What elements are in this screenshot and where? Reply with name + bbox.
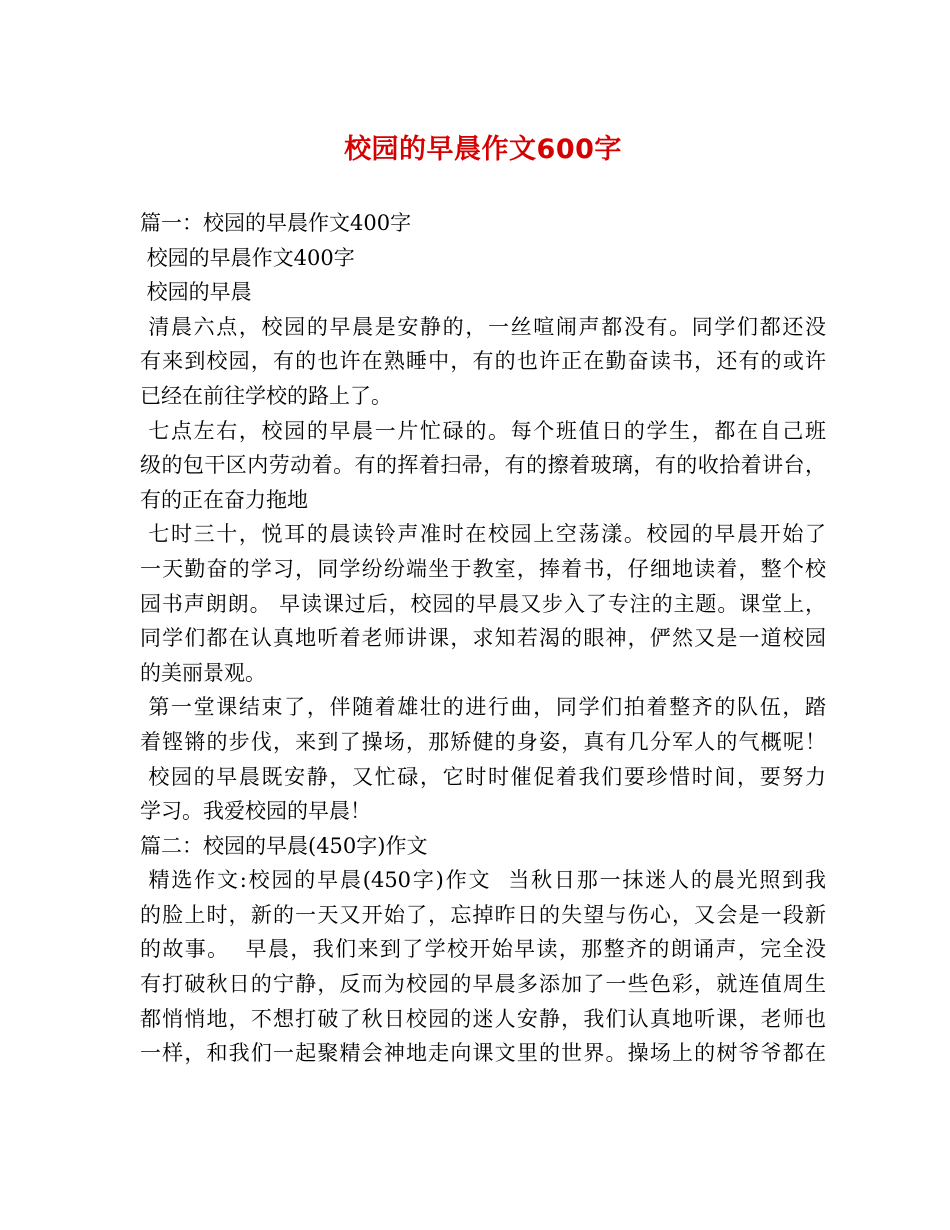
- document-title: 校园的早晨作文600字: [344, 134, 622, 165]
- text-line: 有打破秋日的宁静，反而为校园的早晨多添加了一些色彩，就连值周生: [140, 972, 826, 997]
- text-line: 第一堂课结束了，伴随着雄壮的进行曲，同学们拍着整齐的队伍，踏: [140, 695, 826, 720]
- text-line: 一样，和我们一起聚精会神地走向课文里的世界。操场上的树爷爷都在: [140, 1041, 826, 1066]
- text-line: 已经在前往学校的路上了。: [140, 383, 392, 408]
- text-line: 同学们都在认真地听着老师讲课，求知若渴的眼神，俨然又是一道校园: [140, 626, 826, 651]
- text-line: 七点左右，校园的早晨一片忙碌的。每个班值日的学生，都在自己班: [140, 418, 826, 443]
- text-line: 有的正在奋力拖地: [140, 487, 308, 512]
- text-line: 的脸上时，新的一天又开始了，忘掉昨日的失望与伤心，又会是一段新: [140, 902, 826, 927]
- text-line: 都悄悄地，不想打破了秋日校园的迷人安静，我们认真地听课，老师也: [140, 1006, 826, 1031]
- text-line: 清晨六点，校园的早晨是安静的，一丝喧闹声都没有。同学们都还没: [140, 314, 826, 339]
- text-line: 的故事。 早晨，我们来到了学校开始早读，那整齐的朗诵声，完全没: [140, 937, 826, 962]
- text-line: 七时三十，悦耳的晨读铃声准时在校园上空荡漾。校园的早晨开始了: [140, 522, 826, 547]
- text-line: 有来到校园，有的也许在熟睡中，有的也许正在勤奋读书，还有的或许: [140, 349, 826, 374]
- text-line: 篇一：校园的早晨作文400字: [140, 211, 412, 235]
- text-line: 一天勤奋的学习，同学纷纷端坐于教室，捧着书，仔细地读着，整个校: [140, 556, 826, 581]
- text-line: 着铿锵的步伐，来到了操场，那矫健的身姿，真有几分军人的气概呢！: [140, 729, 826, 754]
- text-line: 学习。我爱校园的早晨！: [140, 799, 371, 824]
- document-body: [140, 206, 826, 1071]
- text-line: 的美丽景观。: [140, 660, 266, 685]
- text-line: 篇二：校园的早晨(450字)作文: [140, 833, 428, 858]
- text-line: 校园的早晨作文400字: [140, 245, 355, 270]
- text-line: 园书声朗朗。 早读课过后，校园的早晨又步入了专注的主题。课堂上，: [140, 591, 826, 616]
- text-line: 精选作文:校园的早晨(450字)作文 当秋日那一抹迷人的晨光照到我: [140, 868, 826, 893]
- text-line: 校园的早晨: [140, 280, 252, 305]
- text-line: 级的包干区内劳动着。有的挥着扫帚，有的擦着玻璃，有的收拾着讲台，: [140, 453, 826, 478]
- text-line: 校园的早晨既安静，又忙碌，它时时催促着我们要珍惜时间，要努力: [140, 764, 826, 789]
